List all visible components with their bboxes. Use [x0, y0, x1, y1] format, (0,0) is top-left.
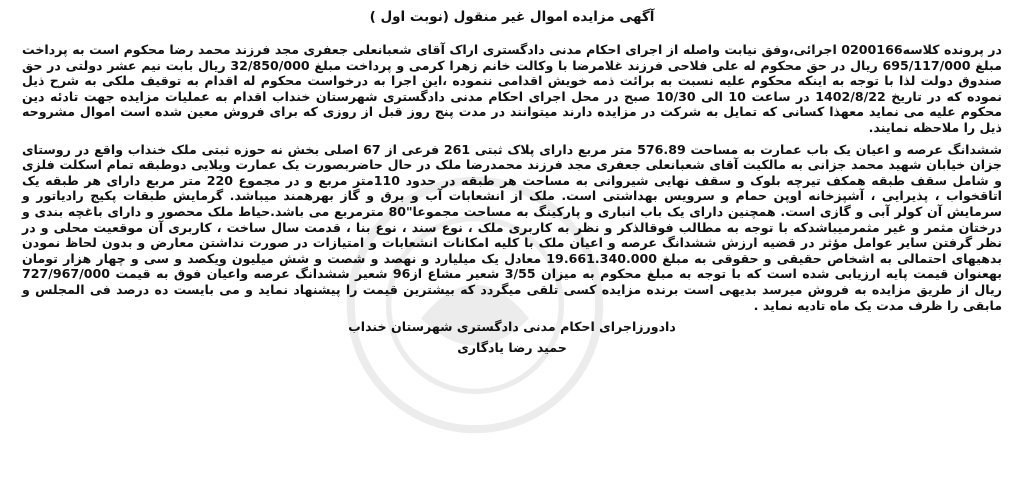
- notice-title: آگهی مزایده اموال غیر منقول (نوبت اول ): [369, 9, 655, 25]
- signatory-office: دادورزاجرای احکام مدنی دادگستری شهرستان خنداب: [348, 319, 676, 335]
- notice-paragraph-case-details: در پرونده کلاسه0200166 اجرائی،وفق نیابت واصله از اجرای احکام مدنی دادگستری اراک آقای شعبانعلی جعفری مجد فرزند محمد رضا محکوم است به پرداخت مبلغ 695/117/000 ریال در حق محکوم له علی فلاحی فرزند غلامرضا با وکالت خانم زهرا کرمی و پرداخت مبلغ 32/850/000 ریال بابت نیم عشر دولتی در حق صندوق دولت لذا با توجه به اینکه محکوم علیه نسبت به برائت ذمه خویش اقدامی ننموده ،این اجرا به درخواست محکوم له اقدام به توقیف ملکی به شرح ذیل نموده که در تاریخ 1402/8/22 در ساعت 10 الی 10/30 صبح در محل اجرای احکام مدنی دادگستری شهرستان خنداب اقدام به عملیات مزایده جهت تادئه دین محکوم علیه می نماید معهذا کسانی که تمایل به شرکت در مزایده دارند میتوانند در مدت پنج روز قبل از روزی که برای فروش معین شده است اموال مشروحه ذیل را ملاحظه نمایند.: [22, 42, 1002, 135]
- signatory-name: حمید رضا یادگاری: [457, 340, 567, 356]
- notice-paragraph-property-description: ششدانگ عرصه و اعیان یک باب عمارت به مساحت 576.89 متر مربع دارای پلاک ثبتی 261 فرعی از 67 اصلی بخش نه حوزه ثبتی ملک خنداب واقع در روستای جزان خیابان شهید محمد جزانی به مالکیت آقای شعبانعلی جعفری مجد فرزند محمدرضا ملک در حال حاضربصورت یک عمارت ویلایی دوطبقه تمام اسکلت فلزی و شامل سقف طبقه همکف تیرچه بلوک و سقف نهایی شیروانی به مساحت هر طبقه در حدود 110متر مربع و در مجموع 220 متر مربع دارای هر طبقه یک اتاقخواب ، پذیرایی ، آشپزخانه اوپن حمام و سرویس بهداشتی است. ملک از انشعابات آب و برق و گاز بهرهمند میباشد. گرمایش طبقات پکیج رادیاتور و سرمایش آن کولر آبی و گازی است. همچنین دارای یک باب انباری و پارکینگ به مساحت مجموعا"80 مترمربع می باشد.حیاط ملک محصور و دارای باغچه بندی و درختان مثمر و غیر مثمرمیباشدکه با توجه به مطالب فوقالذکر و نظر به کاربری ملک ، نوع سند ، نوع بنا ، قدمت سال ساخت ، کاربری آن موقعیت محلی و در نظر گرفتن سایر عوامل مؤثر در قضیه ارزش ششدانگ عرصه و اعیان ملک با کلیه امکانات انشعابات و امتیازات در صورت نداشتن معارض و بدون لحاظ نمودن بدهیهای احتمالی به اشخاص حقیقی و حقوقی به مبلغ 19.661.340.000 معادل یک میلیارد و نهصد و شصت و شش میلیون ویکصد و سی و چهار هزار تومان بهعنوان قیمت پایه ارزیابی شده است که با توجه به مبلغ محکوم به میزان 3/55 شعیر مشاع از96 شعیر ششدانگ عرصه واعیان فوق به قیمت 727/967/000 ریال از طریق مزایده به فروش میرسد بدیهی است برنده مزایده کسی تلقی میگردد که بیشترین قیمت را پیشنهاد نماید و می بایست ده درصد فی المجلس و مابقی را ظرف مدت یک ماه تادیه نماید .: [22, 141, 1003, 313]
